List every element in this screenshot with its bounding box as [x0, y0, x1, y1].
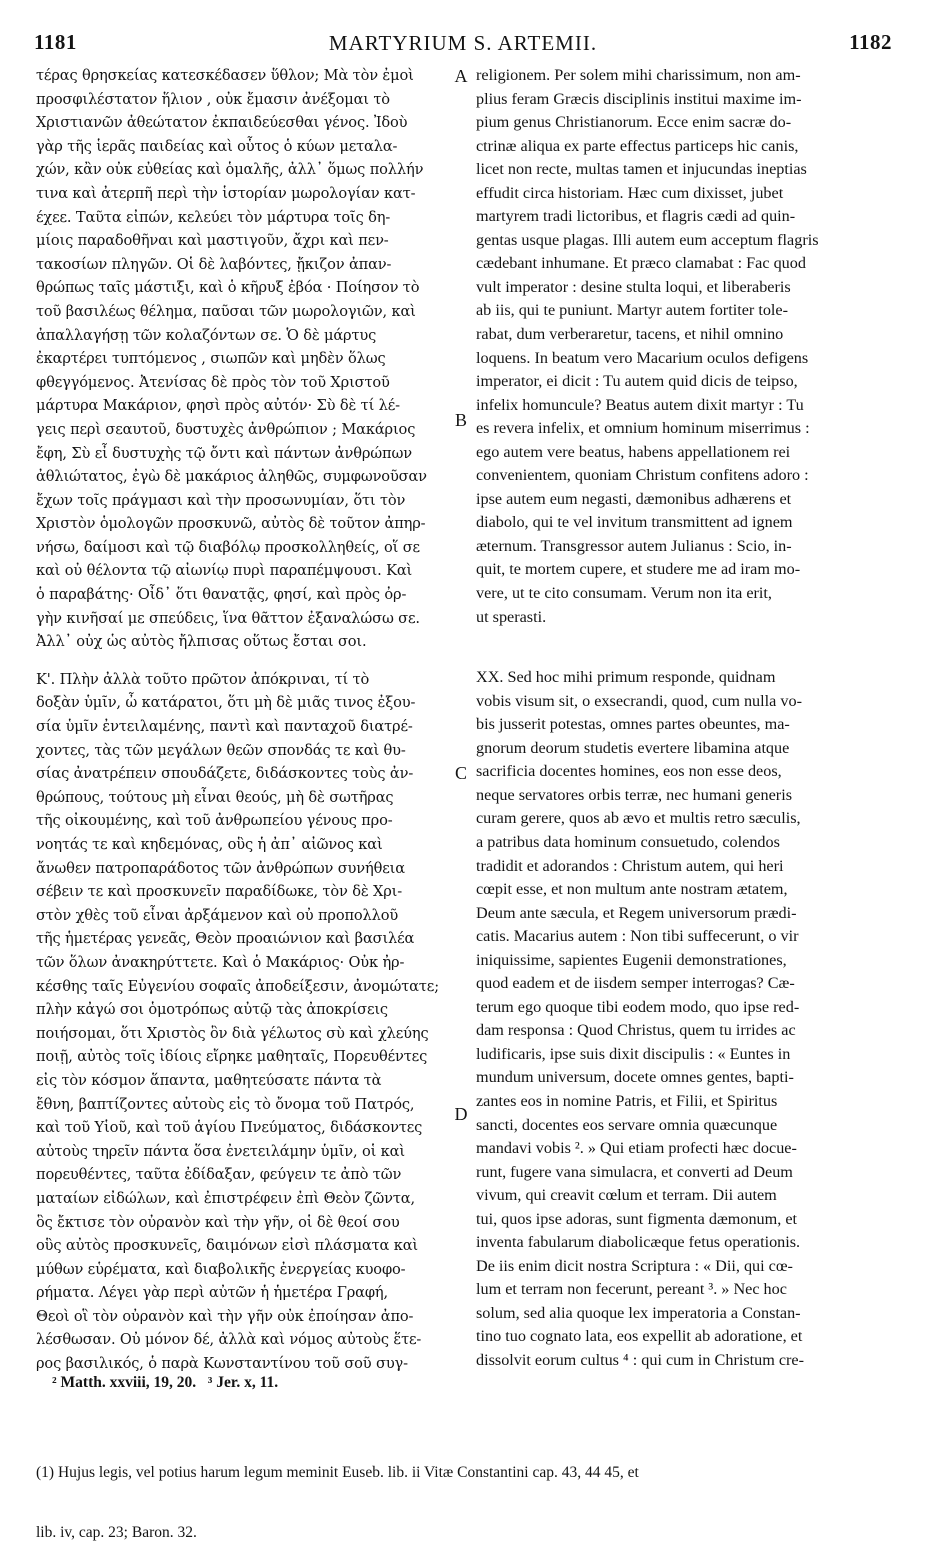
latin-text-line: vobis visum sit, o exsecrandi, quod, cum nulla vo-: [476, 691, 802, 710]
greek-text-line: τῶν ὅλων ἀνακηρύττετε. Καὶ ὁ Μακάριος· Οὐκ ἠρ-: [36, 953, 405, 971]
greek-text-line: θρώπως ταῖς μάστιξι, καὶ ὁ κῆρυξ ἐβόα · Ποίησον τὸ: [36, 279, 420, 297]
latin-text-line: sancti, docentes eos servare omnia quæcunque: [476, 1115, 778, 1134]
latin-text-line: dissolvit eorum cultus ⁴ : qui cum in Christum cre-: [476, 1350, 805, 1369]
greek-text-line: εἰς τὸν κόσμον ἅπαντα, μαθητεύσατε πάντα τὰ: [36, 1071, 382, 1089]
latin-text-line: curam gerere, quos ab ævo et multis retro sæculis,: [476, 809, 801, 828]
latin-text-line: vult imperator : desine stulta loqui, et liberaberis: [476, 277, 791, 296]
latin-text-line: solum, sed alia quoque lex imperatoria a Constan-: [476, 1303, 801, 1322]
greek-text-line: τινα καὶ ἀτερπῆ περὶ τὴν ἱστορίαν μωρολογίαν κατ-: [36, 184, 416, 202]
greek-text-line: θρώπους, τούτους μὴ εἶναι θεούς, μὴ δὲ σωτῆρας: [36, 788, 394, 806]
latin-text-line: effudit circa historiam. Hæc cum dixisset, jubet: [476, 183, 784, 202]
greek-text-line: Ἀλλ᾽ οὐχ ὡς αὐτὸς ἤλπισας οὕτως ἔσται σοι.: [36, 633, 367, 651]
latin-text-line: tradidit et adorandos : Christum autem, qui heri: [476, 856, 784, 875]
greek-text-line: Χριστὸν ὁμολογῶν προσκυνῶ, αὐτὸς δὲ τοῦτον ἀπηρ-: [36, 515, 426, 533]
greek-text-line: ρήματα. Λέγει γὰρ περὶ αὐτῶν ἡ ἡμετέρα Γραφή,: [36, 1284, 389, 1302]
greek-text-line: τοῦ βασιλέως θέλημα, παῦσαι τῶν μωρολογιῶν, καὶ: [36, 302, 416, 320]
latin-text-line: ludificaris, ipse suis dixit discipulis : « Euntes in: [476, 1044, 791, 1063]
latin-text-line: bis jusserit potestas, omnes partes obeuntes, ma-: [476, 715, 790, 734]
margin-marker-d: D: [454, 1104, 468, 1124]
latin-text-line: De iis enim dicit nostra Scriptura : « Dii, qui cœ-: [476, 1256, 793, 1275]
running-header: [34, 30, 892, 60]
greek-text-line: στὸν χθὲς τοῦ εἶναι ἀρξάμενον καὶ οὐ προπολλοῦ: [36, 906, 399, 924]
margin-marker-b: B: [454, 410, 467, 430]
latin-text-line: neque servatores orbis terræ, nec humani generis: [476, 785, 792, 804]
latin-text-line: diabolo, qui te vel invitum transmittent ad ignem: [476, 513, 793, 532]
latin-text-line: mandavi vobis ². » Qui etiam profecti hæc docue-: [476, 1139, 797, 1158]
latin-text-line: tui, quos ipse adoras, sunt figmenta dæmonum, et: [476, 1209, 798, 1228]
greek-text-line: τῆς οἰκουμένης, καὶ τοῦ ἀνθρωπείου γένους προ-: [36, 812, 393, 830]
greek-text-column: [36, 64, 456, 1376]
latin-text-line: infelix homuncule? Beatus autem dixit martyr : Tu: [476, 395, 804, 414]
greek-text-line: σίας ἀνατρέπειν σπουδάζετε, διδάσκοντες τοὺς ἀν-: [36, 765, 414, 783]
latin-text-line: lum et terram non fecerunt, pereant ³. » Nec hoc: [476, 1280, 787, 1299]
latin-text-line: zantes eos in nomine Patris, et Filii, et Spiritus: [476, 1091, 778, 1110]
greek-text-line: ὁ παραβάτης· Οἶδ᾽ ὅτι θανατᾷς, φησί, καὶ πρὸς ὀρ-: [36, 586, 407, 604]
greek-text-line: Κ'. Πλὴν ἀλλὰ τοῦτο πρῶτον ἀπόκριναι, τί τὸ: [36, 670, 370, 688]
page-number-right: 1182: [849, 30, 892, 54]
latin-text-line: religionem. Per solem mihi charissimum, non am-: [476, 66, 801, 84]
footnote: [36, 1423, 896, 1563]
greek-text-line: ὃς ἔκτισε τὸν οὐρανὸν καὶ τὴν γῆν, οἱ δὲ θεοί σου: [36, 1213, 400, 1231]
greek-text-line: μάρτυρα Μακάριον, φησὶ πρὸς αὐτόν· Σὺ δὲ τί λέ-: [36, 397, 400, 415]
greek-text-line: ποιήσομαι, ὅτι Χριστὸς ὃν διὰ γέλωτος σὺ καὶ χλεύης: [36, 1024, 429, 1042]
greek-text-line: ρος βασιλικός, ὁ παρὰ Κωνσταντίνου τοῦ σοῦ συγ-: [36, 1355, 408, 1373]
greek-text-line: λέσθωσαν. Οὐ μόνον δέ, ἀλλὰ καὶ νόμος αὐτοὺς ἕτε-: [36, 1331, 422, 1349]
greek-text-line: σία ὑμῖν ἐντειλαμένης, παντὶ καὶ πανταχοῦ διατρέ-: [36, 718, 413, 736]
greek-text-line: τακοσίων πληγῶν. Οἱ δὲ λαβόντες, ᾔκιζον ἀπαν-: [36, 255, 392, 273]
greek-text-line: Θεοὶ οἳ τὸν οὐρανὸν καὶ τὴν γῆν οὐκ ἐποίησαν ἀπο-: [36, 1307, 414, 1325]
greek-text-line: ἔχων τοῖς πράγμασι καὶ τὴν προσωνυμίαν, ὅτι τὸν: [36, 491, 406, 509]
greek-text-line: καὶ οὐ θέλοντα τῷ αἰωνίῳ πυρὶ παραπέμψουσι. Καὶ: [36, 562, 413, 580]
latin-text-line: XX. Sed hoc mihi primum responde, quidnam: [476, 668, 776, 687]
latin-text-line: vere, ut te cito consumam. Verum non ita erit,: [476, 584, 772, 603]
latin-text-line: licet non recte, multas tamen et injucundas ineptias: [476, 160, 807, 179]
latin-text-column: [476, 64, 894, 1373]
greek-text-line: σέβειν τε καὶ προσκυνεῖν παραδίδωκε, τὸν δὲ Χρι-: [36, 883, 403, 901]
greek-text-line: χοντες, τὰς τῶν μεγάλων θεῶν σπονδάς τε καὶ θυ-: [36, 741, 406, 759]
latin-text-line: rabat, dum verberaretur, tacens, et nihil omnino: [476, 325, 784, 344]
latin-text-line: plius feram Græcis disciplinis institui maxime im-: [476, 89, 802, 108]
latin-text-line: dam responsa : Quod Christus, quem tu irrides ac: [476, 1021, 796, 1040]
greek-text-line: ἄνωθεν πατροπαράδοτος τῶν ἀνθρώπων συνήθεια: [36, 859, 405, 877]
running-title: MARTYRIUM S. ARTEMII.: [328, 31, 598, 55]
greek-text-line: προσφιλέστατον ἥλιον , οὐκ ἔμασιν ἀνέξομαι τὸ: [36, 90, 390, 108]
greek-text-line: κέσθης ταῖς Εὐγενίου σοφαῖς ἀποδείξεσιν, ἀνομώτατε;: [36, 977, 439, 995]
greek-text-line: γεις περὶ σεαυτοῦ, δυστυχὲς ἀνθρώπιον ; Μακάριος: [36, 420, 416, 438]
footnote-line: lib. iv, cap. 23; Baron. 32.: [36, 1524, 197, 1541]
footnote-line: (1) Hujus legis, vel potius harum legum meminit Euseb. lib. ii Vitæ Constantini cap. 43, 44 45, et: [36, 1464, 639, 1481]
latin-text-line: quod eadem et de iisdem semper interrogas? Cæ-: [476, 974, 795, 993]
greek-text-line: ἀπαλλαγήσῃ τῶν κολαζόντων σε. Ὁ δὲ μάρτυς: [36, 326, 377, 344]
latin-text-line: Deum ante sæcula, et Regem universorum prædi-: [476, 903, 797, 922]
greek-text-line: ἔθνη, βαπτίζοντες αὐτοὺς εἰς τὸ ὄνομα τοῦ Πατρός,: [36, 1095, 415, 1113]
latin-text-line: ut sperasti.: [476, 607, 547, 626]
latin-text-line: runt, fugere vana simulacra, et converti ad Deum: [476, 1162, 793, 1181]
greek-text-line: έχεε. Ταῦτα εἰπών, κελεύει τὸν μάρτυρα τοῖς δη-: [36, 208, 391, 226]
latin-text-line: tino tuo cognato lata, eos expellit ab adoratione, et: [476, 1327, 803, 1346]
latin-text-line: inventa fabularum diabolicæque fetus operationis.: [476, 1233, 801, 1252]
latin-text-line: convenientem, quoniam Christum confitens adoro :: [476, 466, 809, 485]
latin-text-line: ipse autem eum negasti, dæmonibus adhærens et: [476, 489, 792, 508]
greek-text-line: ἀθλιώτατος, ἐγὼ δὲ μακάριος ἀληθῶς, συμφωνοῦσαν: [36, 468, 427, 486]
greek-text-line: γὴν κινῆσαί με σπεύδεις, ἵνα θᾶττον ἐξαναλώσω σε.: [36, 609, 420, 627]
latin-text-line: iniquissime, sapientes Eugenii demonstrationes,: [476, 950, 787, 969]
latin-text-line: a patribus data hominum consuetudo, colendos: [476, 832, 780, 851]
greek-text-line: δοξὰν ὑμῖν, ὦ κατάρατοι, ὅτι μὴ δὲ μιᾶς τινος ἐξου-: [36, 694, 416, 712]
greek-text-line: τῆς ἡμετέρας γενεᾶς, Θεὸν προαιώνιον καὶ βασιλέα: [36, 930, 415, 948]
greek-text-line: ἔφη, Σὺ εἶ δυστυχὴς τῷ ὄντι καὶ πάντων ἀνθρώπων: [36, 444, 412, 462]
paragraph-gap: [36, 654, 456, 668]
greek-text-line: γὰρ τῆς ἱερᾶς παιδείας καὶ οὗτος ὁ κύων μεταλα-: [36, 137, 398, 155]
margin-marker-a: A: [454, 66, 468, 86]
latin-text-line: cædebant inhumane. Et præco clamabat : Fac quod: [476, 254, 806, 273]
latin-text-line: cœpit esse, et non multum ante nostram ætatem,: [476, 880, 788, 899]
greek-text-line: μύθων εὑρέματα, καὶ διαβολικῆς ἐνεργείας κυοφο-: [36, 1260, 406, 1278]
latin-text-line: æternum. Transgressor autem Julianus : Scio, in-: [476, 536, 792, 555]
latin-text-line: martyrem tradi lictoribus, et flagris cædi ad quin-: [476, 207, 796, 226]
latin-text-line: ego autem vere beatus, habens appellationem rei: [476, 442, 791, 461]
latin-text-line: gentas usque plagas. Illi autem eum acceptum flagris: [476, 230, 819, 249]
latin-text-line: pium genus Christianorum. Ecce enim sacræ do-: [476, 113, 792, 132]
greek-text-line: πορευθέντες, ταῦτα ἐδίδαξαν, φεύγειν τε ἀπὸ τῶν: [36, 1166, 402, 1184]
greek-text-line: νοητάς τε καὶ κηδεμόνας, οὓς ἡ ἀπ᾽ αἰῶνος καὶ: [36, 836, 383, 853]
latin-text-line: ab iis, qui te puniunt. Martyr autem fortiter tole-: [476, 301, 788, 320]
greek-text-line: αὐτοὺς τηρεῖν πάντα ὅσα ἐνετειλάμην ὑμῖν, οἱ καὶ: [36, 1142, 405, 1160]
greek-text-line: καὶ τοῦ Υἱοῦ, καὶ τοῦ ἁγίου Πνεύματος, διδάσκοντες: [36, 1119, 423, 1137]
greek-text-line: Χριστιανῶν ἀθεώτατον ἐκπαιδεύεσθαι γένος. Ἰδοὺ: [36, 114, 408, 132]
greek-text-line: χών, κἂν οὐκ εὐθείας καὶ ὁμαλῆς, ἀλλ᾽ ὅμως πολλήν: [36, 161, 424, 179]
greek-text-line: φθεγγόμενος. Ἀτενίσας δὲ πρὸς τὸν τοῦ Χριστοῦ: [36, 373, 390, 391]
paragraph-gap: [476, 629, 894, 666]
page-number-left: 1181: [34, 30, 77, 54]
latin-text-line: terum ego quoque tibi eodem modo, quo ipse red-: [476, 997, 800, 1016]
latin-text-line: quit, te mortem cupere, et studere me ad iram mo-: [476, 560, 801, 579]
greek-text-line: νήσω, δαίμοσι καὶ τῷ διαβόλῳ προσκολληθείς, οἵ σε: [36, 538, 420, 556]
scripture-references: ² Matth. xxviii, 19, 20. ³ Jer. x, 11.: [52, 1374, 279, 1391]
greek-text-line: μίοις παραδοθῆναι καὶ μαστιγοῦν, ἄχρι καὶ πεν-: [36, 232, 389, 250]
greek-text-line: τέρας θρησκείας κατεσκέδασεν ὕθλον; Μὰ τὸν ἐμοὶ: [36, 67, 414, 84]
greek-text-line: ἐκαρτέρει τυπτόμενος , σιωπῶν καὶ μηδὲν ὅλως: [36, 350, 386, 368]
latin-text-line: es revera infelix, et omnium hominum miserrimus :: [476, 419, 810, 438]
greek-text-line: ματαίων εἰδώλων, καὶ ἐπιστρέφειν ἐπὶ Θεὸν ζῶντα,: [36, 1189, 415, 1207]
greek-text-line: πλὴν κἀγώ σοι ὁμοτρόπως αὐτῷ τὰς ἀποκρίσεις: [36, 1001, 388, 1019]
latin-text-line: loquens. In beatum vero Macarium oculos defigens: [476, 348, 809, 367]
latin-text-line: catis. Macarius autem : Non tibi suffecerunt, o vir: [476, 927, 799, 946]
latin-text-line: vivum, qui creavit cœlum et terram. Dii autem: [476, 1186, 777, 1205]
latin-text-line: imperator, ei dicit : Tu autem quid dicis de teipso,: [476, 372, 798, 391]
margin-marker-c: C: [454, 763, 467, 783]
latin-text-line: gnorum deorum studetis evertere libamina atque: [476, 738, 790, 757]
latin-text-line: mundum universum, docete omnes gentes, bapti-: [476, 1068, 794, 1087]
latin-text-line: ctrinæ aliqua ex parte effectus particeps hic canis,: [476, 136, 799, 155]
greek-text-line: οὓς αὐτὸς προσκυνεῖς, δαιμόνων εἰσὶ πλάσματα καὶ: [36, 1237, 418, 1255]
greek-text-line: ποιῇ, αὐτὸς τοῖς ἰδίοις εἴρηκε μαθηταῖς, Πορευθέντες: [36, 1048, 428, 1066]
latin-text-line: sacrificia docentes homines, eos non esse deos,: [476, 762, 782, 781]
